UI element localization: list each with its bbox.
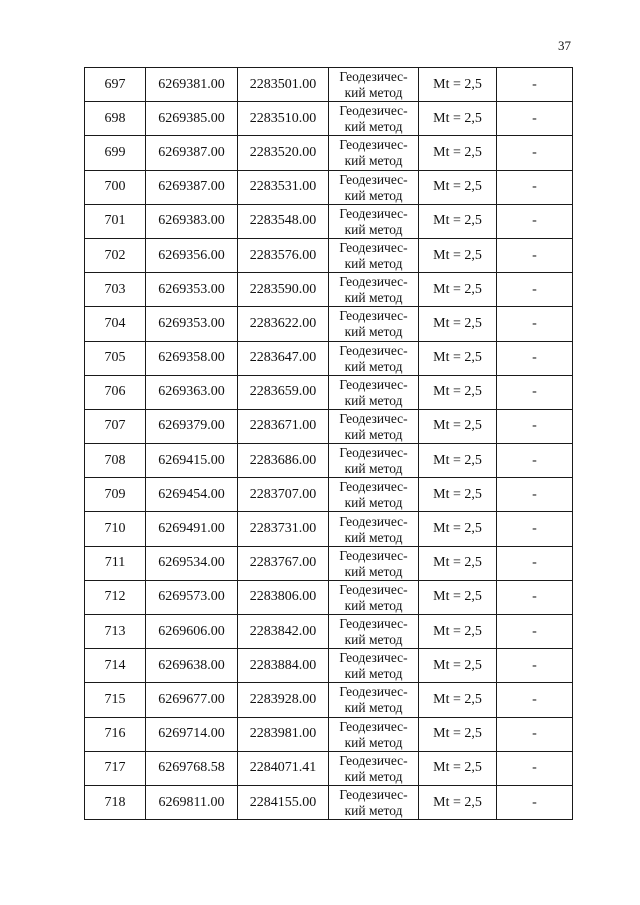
note-cell: -: [497, 238, 573, 272]
x-coordinate-cell: 6269379.00: [146, 409, 238, 443]
point-number-cell: 702: [85, 238, 146, 272]
method-line-1: Геодезичес-: [339, 513, 408, 529]
method-line-2: кий метод: [344, 358, 403, 374]
note-cell: -: [497, 444, 573, 478]
method-line-1: Геодезичес-: [339, 410, 408, 426]
accuracy-cell: Mt = 2,5: [419, 785, 497, 819]
method-line-1: Геодезичес-: [339, 616, 408, 632]
accuracy-cell: Mt = 2,5: [419, 683, 497, 717]
accuracy-cell: Mt = 2,5: [419, 717, 497, 751]
coordinates-table: [84, 67, 573, 820]
method-cell: [329, 136, 419, 170]
method-line-1: Геодезичес-: [339, 650, 408, 666]
accuracy-cell: Mt = 2,5: [419, 444, 497, 478]
point-number-cell: 715: [85, 683, 146, 717]
point-number-cell: 706: [85, 375, 146, 409]
point-number-cell: 701: [85, 204, 146, 238]
method-cell: [329, 204, 419, 238]
accuracy-cell: Mt = 2,5: [419, 170, 497, 204]
table-row: [85, 649, 573, 683]
note-cell: -: [497, 580, 573, 614]
note-cell: -: [497, 204, 573, 238]
note-cell: -: [497, 170, 573, 204]
method-line-1: Геодезичес-: [339, 684, 408, 700]
x-coordinate-cell: 6269573.00: [146, 580, 238, 614]
x-coordinate-cell: 6269353.00: [146, 273, 238, 307]
point-number-cell: 711: [85, 546, 146, 580]
method-line-2: кий метод: [344, 768, 403, 784]
method-line-2: кий метод: [344, 563, 403, 579]
point-number-cell: 699: [85, 136, 146, 170]
method-cell: [329, 683, 419, 717]
table-row: [85, 136, 573, 170]
method-line-1: Геодезичес-: [339, 479, 408, 495]
note-cell: -: [497, 68, 573, 102]
x-coordinate-cell: 6269356.00: [146, 238, 238, 272]
method-cell: [329, 785, 419, 819]
method-cell: [329, 512, 419, 546]
y-coordinate-cell: 2283981.00: [238, 717, 329, 751]
point-number-cell: 700: [85, 170, 146, 204]
point-number-cell: 704: [85, 307, 146, 341]
table-row: [85, 717, 573, 751]
accuracy-cell: Mt = 2,5: [419, 204, 497, 238]
method-line-2: кий метод: [344, 187, 403, 203]
x-coordinate-cell: 6269638.00: [146, 649, 238, 683]
method-line-1: Геодезичес-: [339, 342, 408, 358]
y-coordinate-cell: 2284071.41: [238, 751, 329, 785]
method-cell: [329, 341, 419, 375]
table-row: [85, 615, 573, 649]
method-cell: [329, 478, 419, 512]
note-cell: -: [497, 751, 573, 785]
y-coordinate-cell: 2283576.00: [238, 238, 329, 272]
x-coordinate-cell: 6269383.00: [146, 204, 238, 238]
page-number: 37: [558, 38, 571, 53]
method-line-2: кий метод: [344, 324, 403, 340]
method-line-1: Геодезичес-: [339, 69, 408, 85]
y-coordinate-cell: 2283928.00: [238, 683, 329, 717]
y-coordinate-cell: 2283731.00: [238, 512, 329, 546]
method-cell: [329, 170, 419, 204]
method-cell: [329, 307, 419, 341]
method-cell: [329, 580, 419, 614]
x-coordinate-cell: 6269381.00: [146, 68, 238, 102]
method-cell: [329, 717, 419, 751]
table-row: [85, 751, 573, 785]
y-coordinate-cell: 2283501.00: [238, 68, 329, 102]
x-coordinate-cell: 6269415.00: [146, 444, 238, 478]
method-line-1: Геодезичес-: [339, 581, 408, 597]
point-number-cell: 718: [85, 785, 146, 819]
x-coordinate-cell: 6269385.00: [146, 102, 238, 136]
y-coordinate-cell: 2283671.00: [238, 409, 329, 443]
note-cell: -: [497, 683, 573, 717]
accuracy-cell: Mt = 2,5: [419, 307, 497, 341]
method-cell: [329, 751, 419, 785]
table-row: [85, 546, 573, 580]
note-cell: -: [497, 341, 573, 375]
y-coordinate-cell: 2283647.00: [238, 341, 329, 375]
y-coordinate-cell: 2283622.00: [238, 307, 329, 341]
y-coordinate-cell: 2283767.00: [238, 546, 329, 580]
table-row: [85, 170, 573, 204]
note-cell: -: [497, 615, 573, 649]
method-line-2: кий метод: [344, 700, 403, 716]
method-cell: [329, 649, 419, 683]
table-row: [85, 478, 573, 512]
y-coordinate-cell: 2283659.00: [238, 375, 329, 409]
note-cell: -: [497, 136, 573, 170]
note-cell: -: [497, 546, 573, 580]
accuracy-cell: Mt = 2,5: [419, 649, 497, 683]
method-line-2: кий метод: [344, 597, 403, 613]
point-number-cell: 712: [85, 580, 146, 614]
method-line-1: Геодезичес-: [339, 171, 408, 187]
point-number-cell: 717: [85, 751, 146, 785]
table-row: [85, 785, 573, 819]
note-cell: -: [497, 307, 573, 341]
accuracy-cell: Mt = 2,5: [419, 102, 497, 136]
method-cell: [329, 68, 419, 102]
note-cell: -: [497, 478, 573, 512]
y-coordinate-cell: 2283842.00: [238, 615, 329, 649]
method-line-1: Геодезичес-: [339, 274, 408, 290]
method-line-2: кий метод: [344, 666, 403, 682]
method-cell: [329, 546, 419, 580]
method-line-2: кий метод: [344, 153, 403, 169]
note-cell: -: [497, 512, 573, 546]
table-row: [85, 273, 573, 307]
x-coordinate-cell: 6269714.00: [146, 717, 238, 751]
method-line-2: кий метод: [344, 803, 403, 819]
note-cell: -: [497, 409, 573, 443]
y-coordinate-cell: 2283590.00: [238, 273, 329, 307]
method-line-2: кий метод: [344, 392, 403, 408]
table-row: [85, 444, 573, 478]
y-coordinate-cell: 2283520.00: [238, 136, 329, 170]
table-row: [85, 512, 573, 546]
point-number-cell: 709: [85, 478, 146, 512]
table-row: [85, 102, 573, 136]
x-coordinate-cell: 6269534.00: [146, 546, 238, 580]
point-number-cell: 716: [85, 717, 146, 751]
method-line-2: кий метод: [344, 495, 403, 511]
method-line-1: Геодезичес-: [339, 718, 408, 734]
point-number-cell: 703: [85, 273, 146, 307]
method-line-2: кий метод: [344, 290, 403, 306]
method-line-1: Геодезичес-: [339, 240, 408, 256]
method-line-1: Геодезичес-: [339, 137, 408, 153]
x-coordinate-cell: 6269363.00: [146, 375, 238, 409]
x-coordinate-cell: 6269677.00: [146, 683, 238, 717]
point-number-cell: 697: [85, 68, 146, 102]
y-coordinate-cell: 2283806.00: [238, 580, 329, 614]
x-coordinate-cell: 6269811.00: [146, 785, 238, 819]
method-line-2: кий метод: [344, 256, 403, 272]
accuracy-cell: Mt = 2,5: [419, 478, 497, 512]
x-coordinate-cell: 6269768.58: [146, 751, 238, 785]
x-coordinate-cell: 6269358.00: [146, 341, 238, 375]
point-number-cell: 705: [85, 341, 146, 375]
method-line-1: Геодезичес-: [339, 547, 408, 563]
point-number-cell: 713: [85, 615, 146, 649]
note-cell: -: [497, 717, 573, 751]
table-row: [85, 580, 573, 614]
accuracy-cell: Mt = 2,5: [419, 512, 497, 546]
table-row: [85, 341, 573, 375]
note-cell: -: [497, 273, 573, 307]
accuracy-cell: Mt = 2,5: [419, 238, 497, 272]
method-line-2: кий метод: [344, 734, 403, 750]
method-line-2: кий метод: [344, 426, 403, 442]
table-row: [85, 68, 573, 102]
x-coordinate-cell: 6269353.00: [146, 307, 238, 341]
accuracy-cell: Mt = 2,5: [419, 580, 497, 614]
method-line-1: Геодезичес-: [339, 103, 408, 119]
method-line-1: Геодезичес-: [339, 376, 408, 392]
method-line-1: Геодезичес-: [339, 787, 408, 803]
accuracy-cell: Mt = 2,5: [419, 136, 497, 170]
accuracy-cell: Mt = 2,5: [419, 546, 497, 580]
note-cell: -: [497, 102, 573, 136]
note-cell: -: [497, 785, 573, 819]
table-row: [85, 238, 573, 272]
accuracy-cell: Mt = 2,5: [419, 273, 497, 307]
accuracy-cell: Mt = 2,5: [419, 341, 497, 375]
method-line-1: Геодезичес-: [339, 752, 408, 768]
method-line-2: кий метод: [344, 529, 403, 545]
point-number-cell: 710: [85, 512, 146, 546]
accuracy-cell: Mt = 2,5: [419, 751, 497, 785]
note-cell: -: [497, 649, 573, 683]
table-row: [85, 204, 573, 238]
method-cell: [329, 238, 419, 272]
method-cell: [329, 102, 419, 136]
coordinates-table-body: [85, 68, 573, 820]
method-line-1: Геодезичес-: [339, 308, 408, 324]
method-cell: [329, 375, 419, 409]
accuracy-cell: Mt = 2,5: [419, 375, 497, 409]
y-coordinate-cell: 2283686.00: [238, 444, 329, 478]
method-line-2: кий метод: [344, 632, 403, 648]
method-cell: [329, 409, 419, 443]
x-coordinate-cell: 6269387.00: [146, 170, 238, 204]
y-coordinate-cell: 2283510.00: [238, 102, 329, 136]
accuracy-cell: Mt = 2,5: [419, 409, 497, 443]
table-row: [85, 375, 573, 409]
point-number-cell: 698: [85, 102, 146, 136]
note-cell: -: [497, 375, 573, 409]
y-coordinate-cell: 2283707.00: [238, 478, 329, 512]
y-coordinate-cell: 2283884.00: [238, 649, 329, 683]
x-coordinate-cell: 6269454.00: [146, 478, 238, 512]
method-line-2: кий метод: [344, 221, 403, 237]
method-line-2: кий метод: [344, 461, 403, 477]
method-cell: [329, 615, 419, 649]
x-coordinate-cell: 6269606.00: [146, 615, 238, 649]
x-coordinate-cell: 6269387.00: [146, 136, 238, 170]
method-line-2: кий метод: [344, 119, 403, 135]
accuracy-cell: Mt = 2,5: [419, 615, 497, 649]
accuracy-cell: Mt = 2,5: [419, 68, 497, 102]
y-coordinate-cell: 2284155.00: [238, 785, 329, 819]
y-coordinate-cell: 2283531.00: [238, 170, 329, 204]
method-line-1: Геодезичес-: [339, 445, 408, 461]
point-number-cell: 707: [85, 409, 146, 443]
method-cell: [329, 273, 419, 307]
table-row: [85, 409, 573, 443]
point-number-cell: 714: [85, 649, 146, 683]
y-coordinate-cell: 2283548.00: [238, 204, 329, 238]
x-coordinate-cell: 6269491.00: [146, 512, 238, 546]
method-cell: [329, 444, 419, 478]
table-row: [85, 307, 573, 341]
point-number-cell: 708: [85, 444, 146, 478]
method-line-2: кий метод: [344, 85, 403, 101]
table-row: [85, 683, 573, 717]
method-line-1: Геодезичес-: [339, 205, 408, 221]
